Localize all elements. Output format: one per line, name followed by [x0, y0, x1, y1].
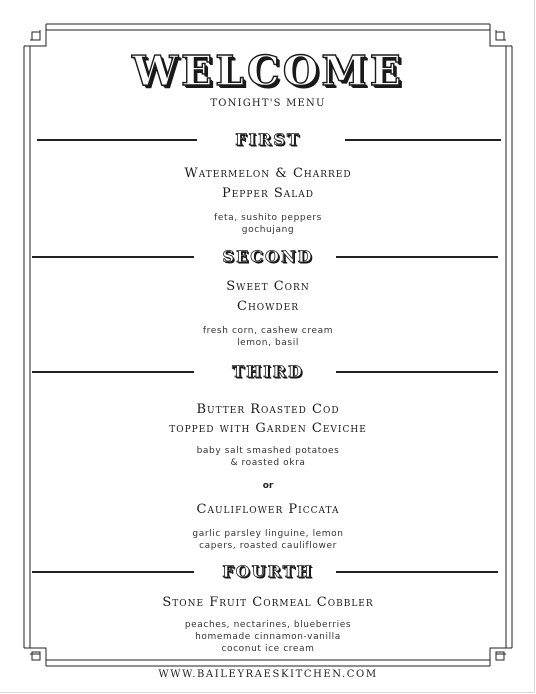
- section-label: FOURTH: [222, 562, 314, 581]
- page-subtitle: TONIGHT'S MENU: [210, 98, 326, 109]
- footer-website-link[interactable]: WWW.BAILEYRAESKITCHEN.COM: [158, 669, 378, 680]
- section-heading-fourth: [0, 562, 536, 582]
- dish-description-line: homemade cinnamon-vanilla: [195, 632, 341, 642]
- dish-description-line: baby salt smashed potatoes: [196, 446, 340, 456]
- dish-description-line: & roasted okra: [230, 458, 306, 468]
- section-label: THIRD: [232, 362, 304, 381]
- dish-name-line: Sweet Corn: [226, 279, 310, 294]
- dish-description-line: fresh corn, cashew cream: [202, 326, 334, 336]
- alt-dish-description-line: garlic parsley linguine, lemon: [192, 529, 344, 539]
- alternative-separator: or: [262, 481, 274, 491]
- dish-description-line: gochujang: [241, 225, 295, 235]
- section-label: FIRST: [235, 130, 301, 149]
- section-heading-second: [0, 247, 536, 267]
- dish-description-line: feta, sushito peppers: [214, 213, 322, 223]
- dish-description-line: peaches, nectarines, blueberries: [184, 620, 352, 630]
- dish-name-line: topped with Garden Ceviche: [169, 421, 367, 436]
- section-label: SECOND: [222, 247, 314, 266]
- dish-name-line: Watermelon & Charred: [184, 166, 352, 181]
- section-heading-third: [0, 362, 536, 382]
- dish-name-line: Chowder: [237, 299, 299, 314]
- dish-description-line: coconut ice cream: [221, 644, 315, 654]
- section-heading-first: [0, 130, 536, 150]
- page-title: WELCOME: [131, 47, 405, 95]
- alt-dish-name: Cauliflower Piccata: [196, 502, 340, 517]
- dish-description-line: lemon, basil: [237, 338, 299, 348]
- alt-dish-description-line: capers, roasted cauliflower: [199, 541, 337, 551]
- dish-name-line: Pepper Salad: [221, 186, 314, 201]
- dish-name-line: Butter Roasted Cod: [196, 402, 340, 417]
- dish-name-line: Stone Fruit Cormeal Cobbler: [162, 595, 374, 610]
